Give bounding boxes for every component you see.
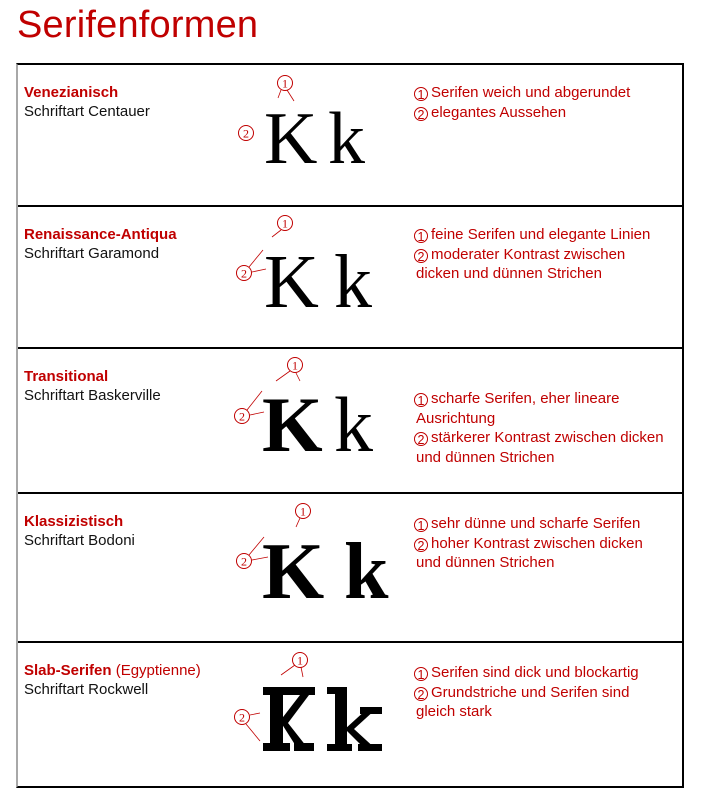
marker-1-icon — [272, 216, 293, 238]
marker-2-icon: 2 — [414, 687, 428, 701]
marker-1-icon: 1 — [414, 393, 428, 407]
marker-2-icon — [239, 126, 254, 141]
marker-2-icon: 2 — [414, 432, 428, 446]
glyph-upper-k: K — [264, 240, 319, 324]
description-point-1: 1 scharfe Serifen, eher lineare — [414, 389, 684, 409]
glyph-upper-k: K — [264, 98, 318, 180]
description-point-1: 1 Serifen weich und abgerundet — [414, 83, 684, 103]
style-name: Venezianisch — [24, 84, 119, 101]
description — [414, 514, 684, 573]
svg-text:2: 2 — [239, 710, 245, 725]
description — [414, 225, 684, 284]
description — [414, 389, 684, 467]
style-name-suffix: (Egyptienne) — [115, 662, 201, 679]
font-name: Schriftart Centauer — [24, 103, 150, 120]
style-name: Renaissance-Antiqua — [24, 226, 177, 243]
marker-1-icon — [276, 358, 303, 382]
marker-1-icon: 1 — [414, 87, 428, 101]
style-name: Slab-Serifen (Egyptienne) — [24, 662, 201, 679]
style-name: Transitional — [24, 368, 109, 385]
glyph-lower-k: k — [334, 381, 373, 468]
description — [414, 663, 684, 722]
font-name: Schriftart Garamond — [24, 245, 160, 262]
marker-2-icon — [235, 391, 265, 424]
table-row-transitional — [18, 349, 682, 494]
marker-1-icon: 1 — [414, 518, 428, 532]
svg-text:2: 2 — [241, 554, 247, 569]
marker-1-icon: 1 — [414, 667, 428, 681]
svg-text:1: 1 — [300, 504, 306, 519]
description-point-2: 2 stärkerer Kontrast zwischen dicken — [414, 428, 684, 448]
glyph-upper-k: K — [262, 528, 325, 616]
marker-1-icon — [296, 504, 311, 528]
table-row-renaissance-antiqua — [18, 207, 682, 349]
svg-text:1: 1 — [292, 358, 298, 373]
font-name: Schriftart Rockwell — [24, 681, 149, 698]
glyph-specimen-rockwell — [216, 643, 416, 783]
marker-2-icon: 2 — [414, 249, 428, 263]
table-row-slab-serifen — [18, 643, 682, 788]
description-point-2: 2 Grundstriche und Serifen sind — [414, 683, 684, 703]
description-point-1: 1 feine Serifen und elegante Linien — [414, 225, 684, 245]
glyph-upper-k: K — [262, 381, 323, 468]
glyph-specimen-bodoni — [216, 494, 416, 634]
description-point-2: 2 moderater Kontrast zwischen — [414, 245, 684, 265]
description-point-2: 2 hoher Kontrast zwischen dicken — [414, 534, 684, 554]
font-name: Schriftart Baskerville — [24, 387, 161, 404]
description-point-2-continued: gleich stark — [416, 703, 492, 720]
description-point-1-continued: Ausrichtung — [416, 409, 496, 427]
svg-text:1: 1 — [282, 216, 288, 231]
description-point-2-continued: dicken und dünnen Strichen — [416, 265, 602, 282]
glyph-lower-k: k — [334, 240, 372, 324]
description — [414, 83, 684, 122]
marker-1-icon: 1 — [414, 229, 428, 243]
svg-text:1: 1 — [282, 76, 288, 91]
marker-1-icon — [281, 653, 308, 678]
glyph-specimen-garamond — [216, 207, 416, 347]
marker-2-icon — [237, 250, 267, 281]
glyph-specimen-centaur — [216, 65, 416, 205]
table-row-venezianisch — [18, 65, 682, 207]
marker-2-icon: 2 — [414, 107, 428, 121]
style-name: Klassizistisch — [24, 513, 124, 530]
glyph-upper-k — [263, 687, 315, 751]
marker-2-icon: 2 — [414, 538, 428, 552]
description-point-2-continued: und dünnen Strichen — [416, 554, 555, 571]
glyph-lower-k: k — [344, 528, 389, 616]
glyph-lower-k — [327, 687, 382, 751]
svg-text:1: 1 — [297, 653, 303, 668]
glyph-specimen-baskerville — [216, 349, 416, 489]
description-point-1: 1 Serifen sind dick und blockartig — [414, 663, 684, 683]
serif-comparison-table — [16, 63, 684, 788]
glyph-lower-k: k — [328, 98, 365, 180]
description-point-1: 1 sehr dünne und scharfe Serifen — [414, 514, 684, 534]
table-row-klassizistisch — [18, 494, 682, 643]
marker-2-icon — [235, 710, 261, 742]
description-point-2-continued: und dünnen Strichen — [416, 448, 555, 466]
svg-text:2: 2 — [239, 409, 245, 424]
description-point-2: 2 elegantes Aussehen — [414, 103, 684, 123]
page-title: Serifenformen — [17, 4, 259, 46]
svg-text:2: 2 — [243, 126, 249, 141]
svg-text:2: 2 — [241, 266, 247, 281]
font-name: Schriftart Bodoni — [24, 532, 135, 549]
